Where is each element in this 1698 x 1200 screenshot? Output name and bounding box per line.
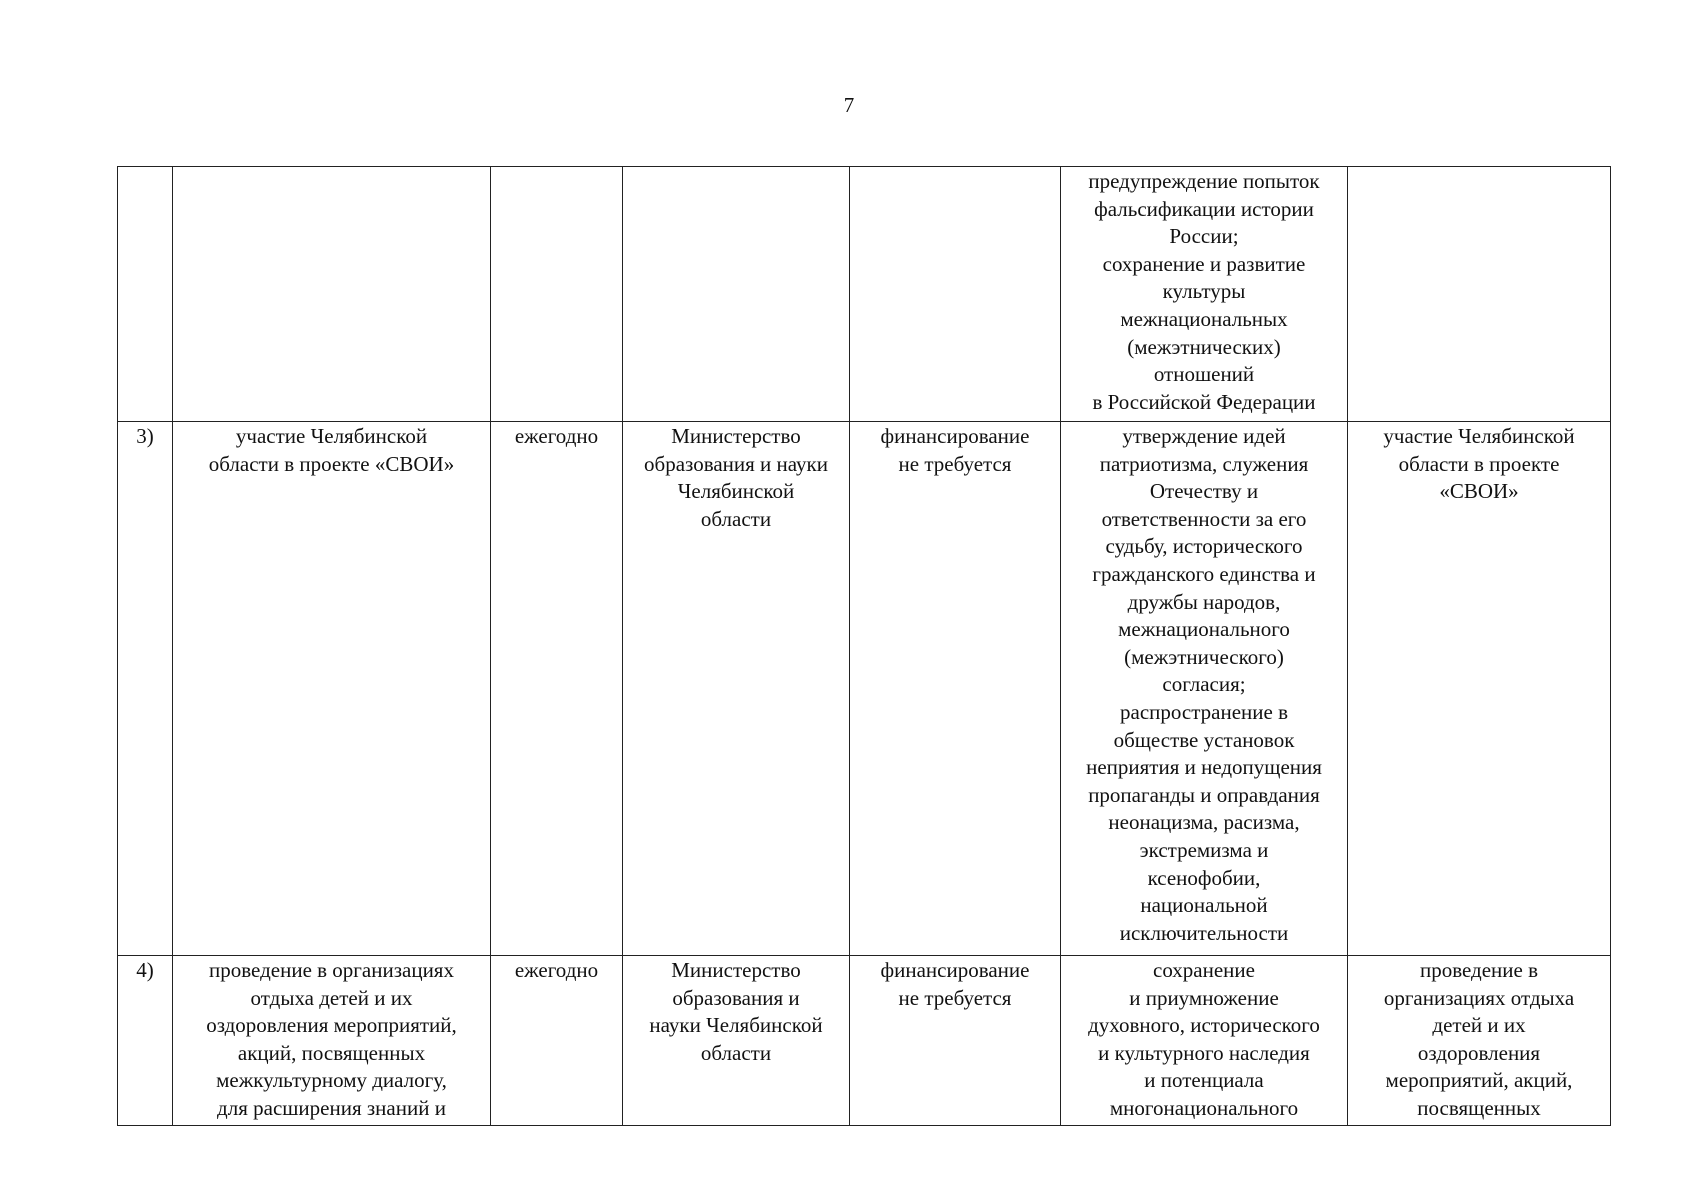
cell-line: и культурного наследия <box>1098 1040 1310 1065</box>
cell-line: образования и науки <box>644 451 828 476</box>
cell-line: проведение в организациях <box>209 958 454 982</box>
period-cell <box>491 167 623 422</box>
cell-line: неонацизма, расизма, <box>1108 810 1300 835</box>
cell-line: «СВОИ» <box>1439 479 1519 504</box>
cell-line: распространение в <box>1120 699 1288 724</box>
cell-line: и потенциала <box>1144 1068 1264 1093</box>
cell-line: области в проекте <box>1398 451 1560 476</box>
executor-cell <box>623 167 850 422</box>
table-row <box>118 956 1611 1126</box>
executor-cell <box>623 422 850 956</box>
cell-line: культуры <box>1162 279 1246 304</box>
cell-line: не требуется <box>898 985 1012 1010</box>
financing-cell <box>850 422 1061 956</box>
row-number-cell <box>118 167 173 422</box>
cell-line: отношений <box>1153 362 1255 387</box>
cell-line: не требуется <box>898 451 1012 476</box>
result-cell <box>1348 167 1611 422</box>
cell-line: патриотизма, служения <box>1099 451 1309 476</box>
cell-line: (межэтнического) <box>1124 644 1284 669</box>
cell-line: ксенофобии, <box>1147 865 1261 890</box>
cell-line: неприятия и недопущения <box>1086 755 1322 780</box>
cell-line: утверждение идей <box>1122 424 1286 448</box>
cell-line: России; <box>1169 224 1239 249</box>
cell-line: в Российской Федерации <box>1092 389 1316 414</box>
cell-line: межнациональных <box>1120 306 1288 331</box>
row-number-cell <box>118 422 173 956</box>
cell-line: области <box>700 506 772 531</box>
cell-text: 3) <box>136 424 154 448</box>
cell-line: предупреждение попыток <box>1088 169 1320 193</box>
cell-line: судьбу, исторического <box>1105 534 1303 559</box>
period-cell <box>491 956 623 1126</box>
event-cell <box>173 956 491 1126</box>
cell-line: Министерство <box>671 424 801 448</box>
cell-line: науки Челябинской <box>649 1013 823 1038</box>
row-number-cell <box>118 956 173 1126</box>
table-row <box>118 167 1611 422</box>
cell-line: посвященных <box>1417 1095 1541 1120</box>
cell-line: отдыха детей и их <box>250 985 413 1010</box>
cell-line: согласия; <box>1162 672 1246 697</box>
effect-cell <box>1061 956 1348 1126</box>
cell-line: и приумножение <box>1129 985 1279 1010</box>
cell-line: оздоровления <box>1417 1040 1541 1065</box>
cell-line: исключительности <box>1119 920 1289 945</box>
table-row <box>118 422 1611 956</box>
cell-line: Челябинской <box>677 479 795 504</box>
cell-line: Отечеству и <box>1149 479 1259 504</box>
cell-text: 4) <box>136 958 154 982</box>
cell-line: национальной <box>1140 893 1268 918</box>
result-cell <box>1348 956 1611 1126</box>
cell-line: обществе установок <box>1113 727 1295 752</box>
effect-cell <box>1061 167 1348 422</box>
cell-line: экстремизма и <box>1139 837 1269 862</box>
cell-line: (межэтнических) <box>1127 334 1281 359</box>
cell-line: проведение в <box>1419 958 1539 982</box>
effect-cell <box>1061 422 1348 956</box>
cell-line: межнационального <box>1118 617 1290 642</box>
cell-line: участие Челябинской <box>235 424 428 448</box>
cell-line: оздоровления мероприятий, <box>206 1013 457 1038</box>
cell-line: пропаганды и оправдания <box>1088 782 1320 807</box>
cell-line: дружбы народов, <box>1127 589 1281 614</box>
cell-line: межкультурному диалогу, <box>216 1068 447 1093</box>
result-cell <box>1348 422 1611 956</box>
period-cell <box>491 422 623 956</box>
cell-text: ежегодно <box>514 424 599 448</box>
cell-line: финансирование <box>880 424 1030 448</box>
cell-line: для расширения знаний и <box>217 1095 446 1120</box>
cell-line: ответственности за его <box>1101 506 1307 531</box>
page-number: 7 <box>843 93 855 117</box>
cell-line: сохранение <box>1153 958 1255 982</box>
measures-table <box>117 166 1611 1126</box>
cell-line: сохранение и развитие <box>1102 251 1306 276</box>
cell-line: области <box>700 1040 772 1065</box>
executor-cell <box>623 956 850 1126</box>
cell-line: многонационального <box>1109 1095 1299 1120</box>
cell-line: участие Челябинской <box>1383 424 1575 448</box>
event-cell <box>173 422 491 956</box>
event-cell <box>173 167 491 422</box>
cell-line: финансирование <box>880 958 1030 982</box>
cell-text: ежегодно <box>514 958 599 982</box>
cell-line: акций, посвященных <box>237 1040 426 1065</box>
cell-line: фальсификации истории <box>1094 196 1314 221</box>
cell-line: области в проекте «СВОИ» <box>208 451 455 476</box>
cell-line: Министерство <box>671 958 801 982</box>
cell-line: детей и их <box>1432 1013 1526 1038</box>
cell-line: духовного, исторического <box>1088 1013 1320 1038</box>
cell-line: мероприятий, акций, <box>1385 1068 1573 1093</box>
cell-line: образования и <box>672 985 800 1010</box>
cell-line: гражданского единства и <box>1092 561 1316 586</box>
financing-cell <box>850 167 1061 422</box>
cell-line: организациях отдыха <box>1383 985 1575 1010</box>
financing-cell <box>850 956 1061 1126</box>
